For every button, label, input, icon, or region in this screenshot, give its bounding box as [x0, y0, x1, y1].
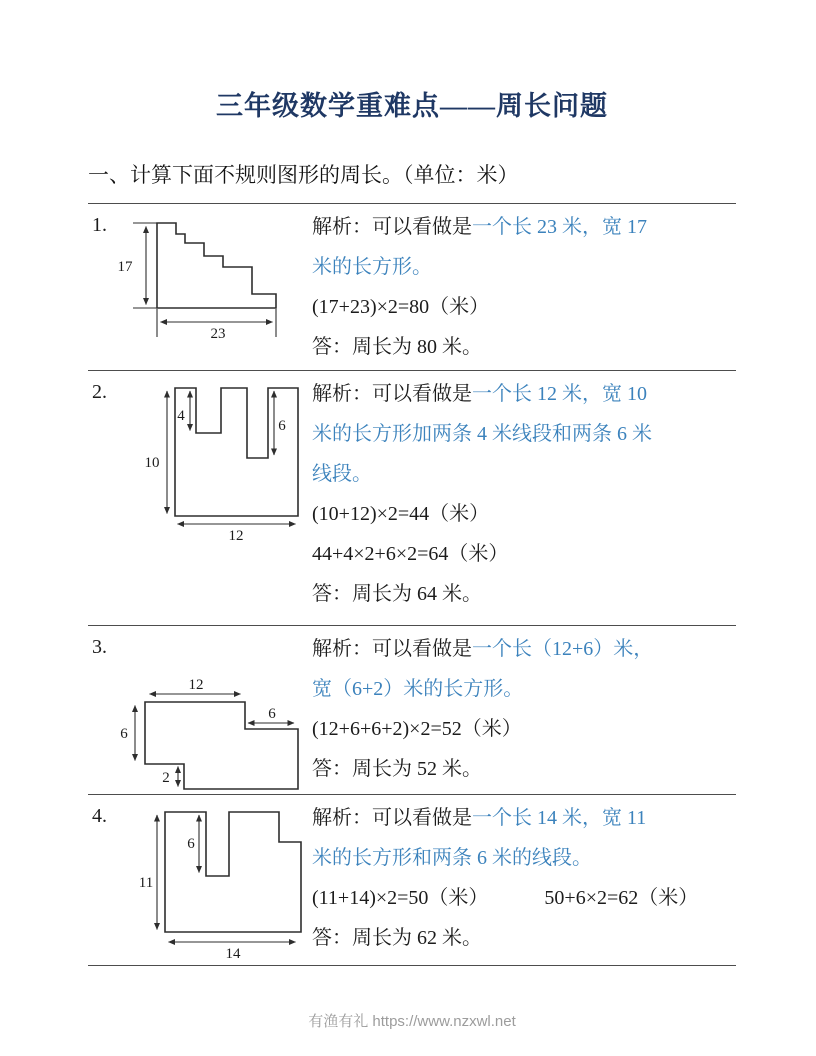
dimension-label-4: 4	[177, 408, 185, 424]
dimension-label-6: 6	[187, 836, 195, 852]
solution-text: (12+6+6+2)×2=52（米）	[312, 718, 522, 740]
solution-line	[312, 247, 736, 287]
solution-formula	[312, 709, 736, 749]
dimension-label-12: 12	[228, 528, 244, 542]
solution-text: 50+6×2=62（米）	[544, 887, 699, 909]
problem-4-number: 4.	[92, 805, 107, 827]
solution-text: (11+14)×2=50（米）	[312, 887, 489, 909]
solution-line	[312, 838, 736, 878]
solution-line	[312, 629, 736, 669]
solution-text: 答：周长为 52 米。	[312, 758, 482, 780]
staircase-shape	[157, 223, 276, 308]
solution-text: 答：周长为 64 米。	[312, 583, 482, 605]
solution-text: 44+4×2+6×2=64（米）	[312, 543, 509, 565]
solution-text-highlight: 米的长方形加两条 4 米线段和两条 6 米	[312, 423, 652, 445]
solution-formula	[312, 494, 736, 534]
solution-text: 答：周长为 62 米。	[312, 927, 482, 949]
solution-line	[312, 414, 736, 454]
problem-2-number: 2.	[92, 381, 107, 403]
page-title: 三年级数学重难点——周长问题	[216, 91, 608, 121]
dimension-label-14: 14	[225, 946, 241, 961]
solution-answer	[312, 749, 736, 789]
solution-text-highlight: 宽（6+2）米的长方形。	[312, 678, 524, 700]
solution-line	[312, 798, 736, 838]
solution-answer	[312, 918, 736, 958]
footer-watermark: 有渔有礼 https://www.nzxwl.net	[308, 1013, 516, 1030]
solution-text-highlight: 一个长 14 米，宽 11	[472, 807, 647, 829]
dimension-label-11: 11	[138, 875, 154, 891]
dimension-label-6-step: 6	[268, 706, 276, 722]
solution-formula	[312, 878, 736, 918]
problem-row-2	[88, 370, 736, 625]
problem-3-figure	[108, 632, 313, 794]
comb-shape	[175, 388, 298, 516]
dimension-label-6: 6	[278, 418, 286, 434]
solution-answer	[312, 327, 736, 367]
solution-text: 解析：可以看做是	[312, 638, 472, 660]
solution-text: (10+12)×2=44（米）	[312, 503, 490, 525]
problem-1-number: 1.	[92, 214, 107, 236]
solution-line	[312, 374, 736, 414]
dimension-label-17: 17	[117, 259, 133, 275]
section-heading: 一、计算下面不规则图形的周长。（单位：米）	[88, 163, 519, 187]
solution-text-highlight: 米的长方形和两条 6 米的线段。	[312, 847, 592, 869]
solution-text: 解析：可以看做是	[312, 383, 472, 405]
problem-3-number: 3.	[92, 636, 107, 658]
solution-line	[312, 454, 736, 494]
problem-3-solution	[312, 626, 736, 794]
problem-2-figure	[108, 377, 313, 542]
solution-text: 解析：可以看做是	[312, 216, 472, 238]
dimension-label-23: 23	[210, 326, 226, 342]
problem-1-diagram-cell	[88, 204, 312, 370]
problem-4-figure	[108, 801, 313, 961]
problem-1-solution	[312, 204, 736, 370]
problem-row-3	[88, 625, 736, 794]
solution-text-highlight: 米的长方形。	[312, 256, 432, 278]
solution-text: 答：周长为 80 米。	[312, 336, 482, 358]
solution-line	[312, 669, 736, 709]
solution-text-highlight: 一个长（12+6）米，	[472, 638, 654, 660]
dimension-label-12: 12	[188, 677, 204, 693]
problems-table	[88, 203, 736, 966]
solution-text-highlight: 线段。	[312, 463, 372, 485]
problem-2-diagram-cell	[88, 371, 312, 625]
dimension-label-2: 2	[162, 770, 170, 786]
problem-4-diagram-cell	[88, 795, 312, 965]
slotted-shape	[165, 812, 301, 932]
solution-answer	[312, 574, 736, 614]
problem-3-diagram-cell	[88, 626, 312, 794]
solution-formula	[312, 287, 736, 327]
solution-text: (17+23)×2=80（米）	[312, 296, 490, 318]
dimension-label-10: 10	[144, 455, 160, 471]
problem-1-figure	[108, 210, 313, 343]
solution-text-highlight: 一个长 12 米，宽 10	[472, 383, 647, 405]
problem-row-4	[88, 794, 736, 965]
solution-text: 解析：可以看做是	[312, 807, 472, 829]
problem-2-solution	[312, 371, 736, 625]
worksheet-page	[88, 0, 736, 1031]
problem-row-1	[88, 203, 736, 370]
problem-4-solution	[312, 795, 736, 965]
solution-line	[312, 207, 736, 247]
dimension-label-6-left: 6	[120, 726, 128, 742]
solution-text-highlight: 一个长 23 米，宽 17	[472, 216, 647, 238]
solution-formula	[312, 534, 736, 574]
